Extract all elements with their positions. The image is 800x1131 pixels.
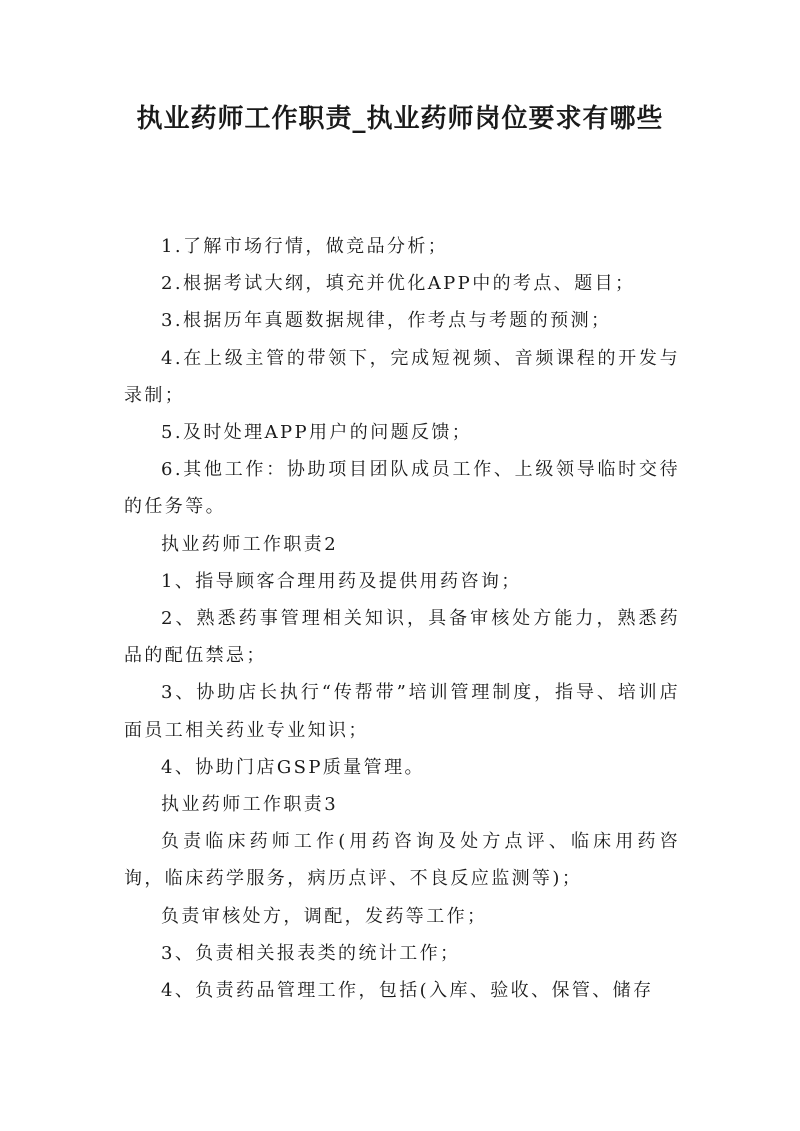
paragraph: 1.了解市场行情，做竞品分析； <box>161 236 449 257</box>
section-heading: 执业药师工作职责3 <box>161 794 339 816</box>
paragraph: 5.及时处理APP用户的问题反馈； <box>161 422 473 444</box>
paragraph: 4.在上级主管的带领下，完成短视频、音频课程的开发与录制； <box>124 347 680 406</box>
paragraph: 3.根据历年真题数据规律，作考点与考题的预测； <box>161 310 612 332</box>
section-heading: 执业药师工作职责2 <box>161 533 339 555</box>
paragraph: 4、协助门店GSP质量管理。 <box>161 756 425 778</box>
paragraph: 3、协助店长执行“传帮带”培训管理制度，指导、培训店面员工相关药业专业知识； <box>124 682 680 741</box>
paragraph: 4、负责药品管理工作，包括(入库、验收、保管、储存 <box>161 980 654 1002</box>
paragraph: 负责审核处方，调配，发药等工作； <box>161 905 488 927</box>
document-title: 执业药师工作职责_执业药师岗位要求有哪些 <box>136 104 664 134</box>
paragraph: 6.其他工作：协助项目团队成员工作、上级领导临时交待的任务等。 <box>124 459 680 518</box>
paragraph: 负责临床药师工作(用药咨询及处方点评、临床用药咨询，临床药学服务，病历点评、不良反应监测等)； <box>124 831 680 890</box>
paragraph: 2、熟悉药事管理相关知识，具备审核处方能力，熟悉药品的配伍禁忌； <box>124 608 680 667</box>
paragraph: 1、指导顾客合理用药及提供用药咨询； <box>161 570 522 592</box>
paragraph: 3、负责相关报表类的统计工作； <box>161 942 461 964</box>
document-body <box>124 228 680 1009</box>
paragraph: 2.根据考试大纲，填充并优化APP中的考点、题目； <box>161 273 636 295</box>
